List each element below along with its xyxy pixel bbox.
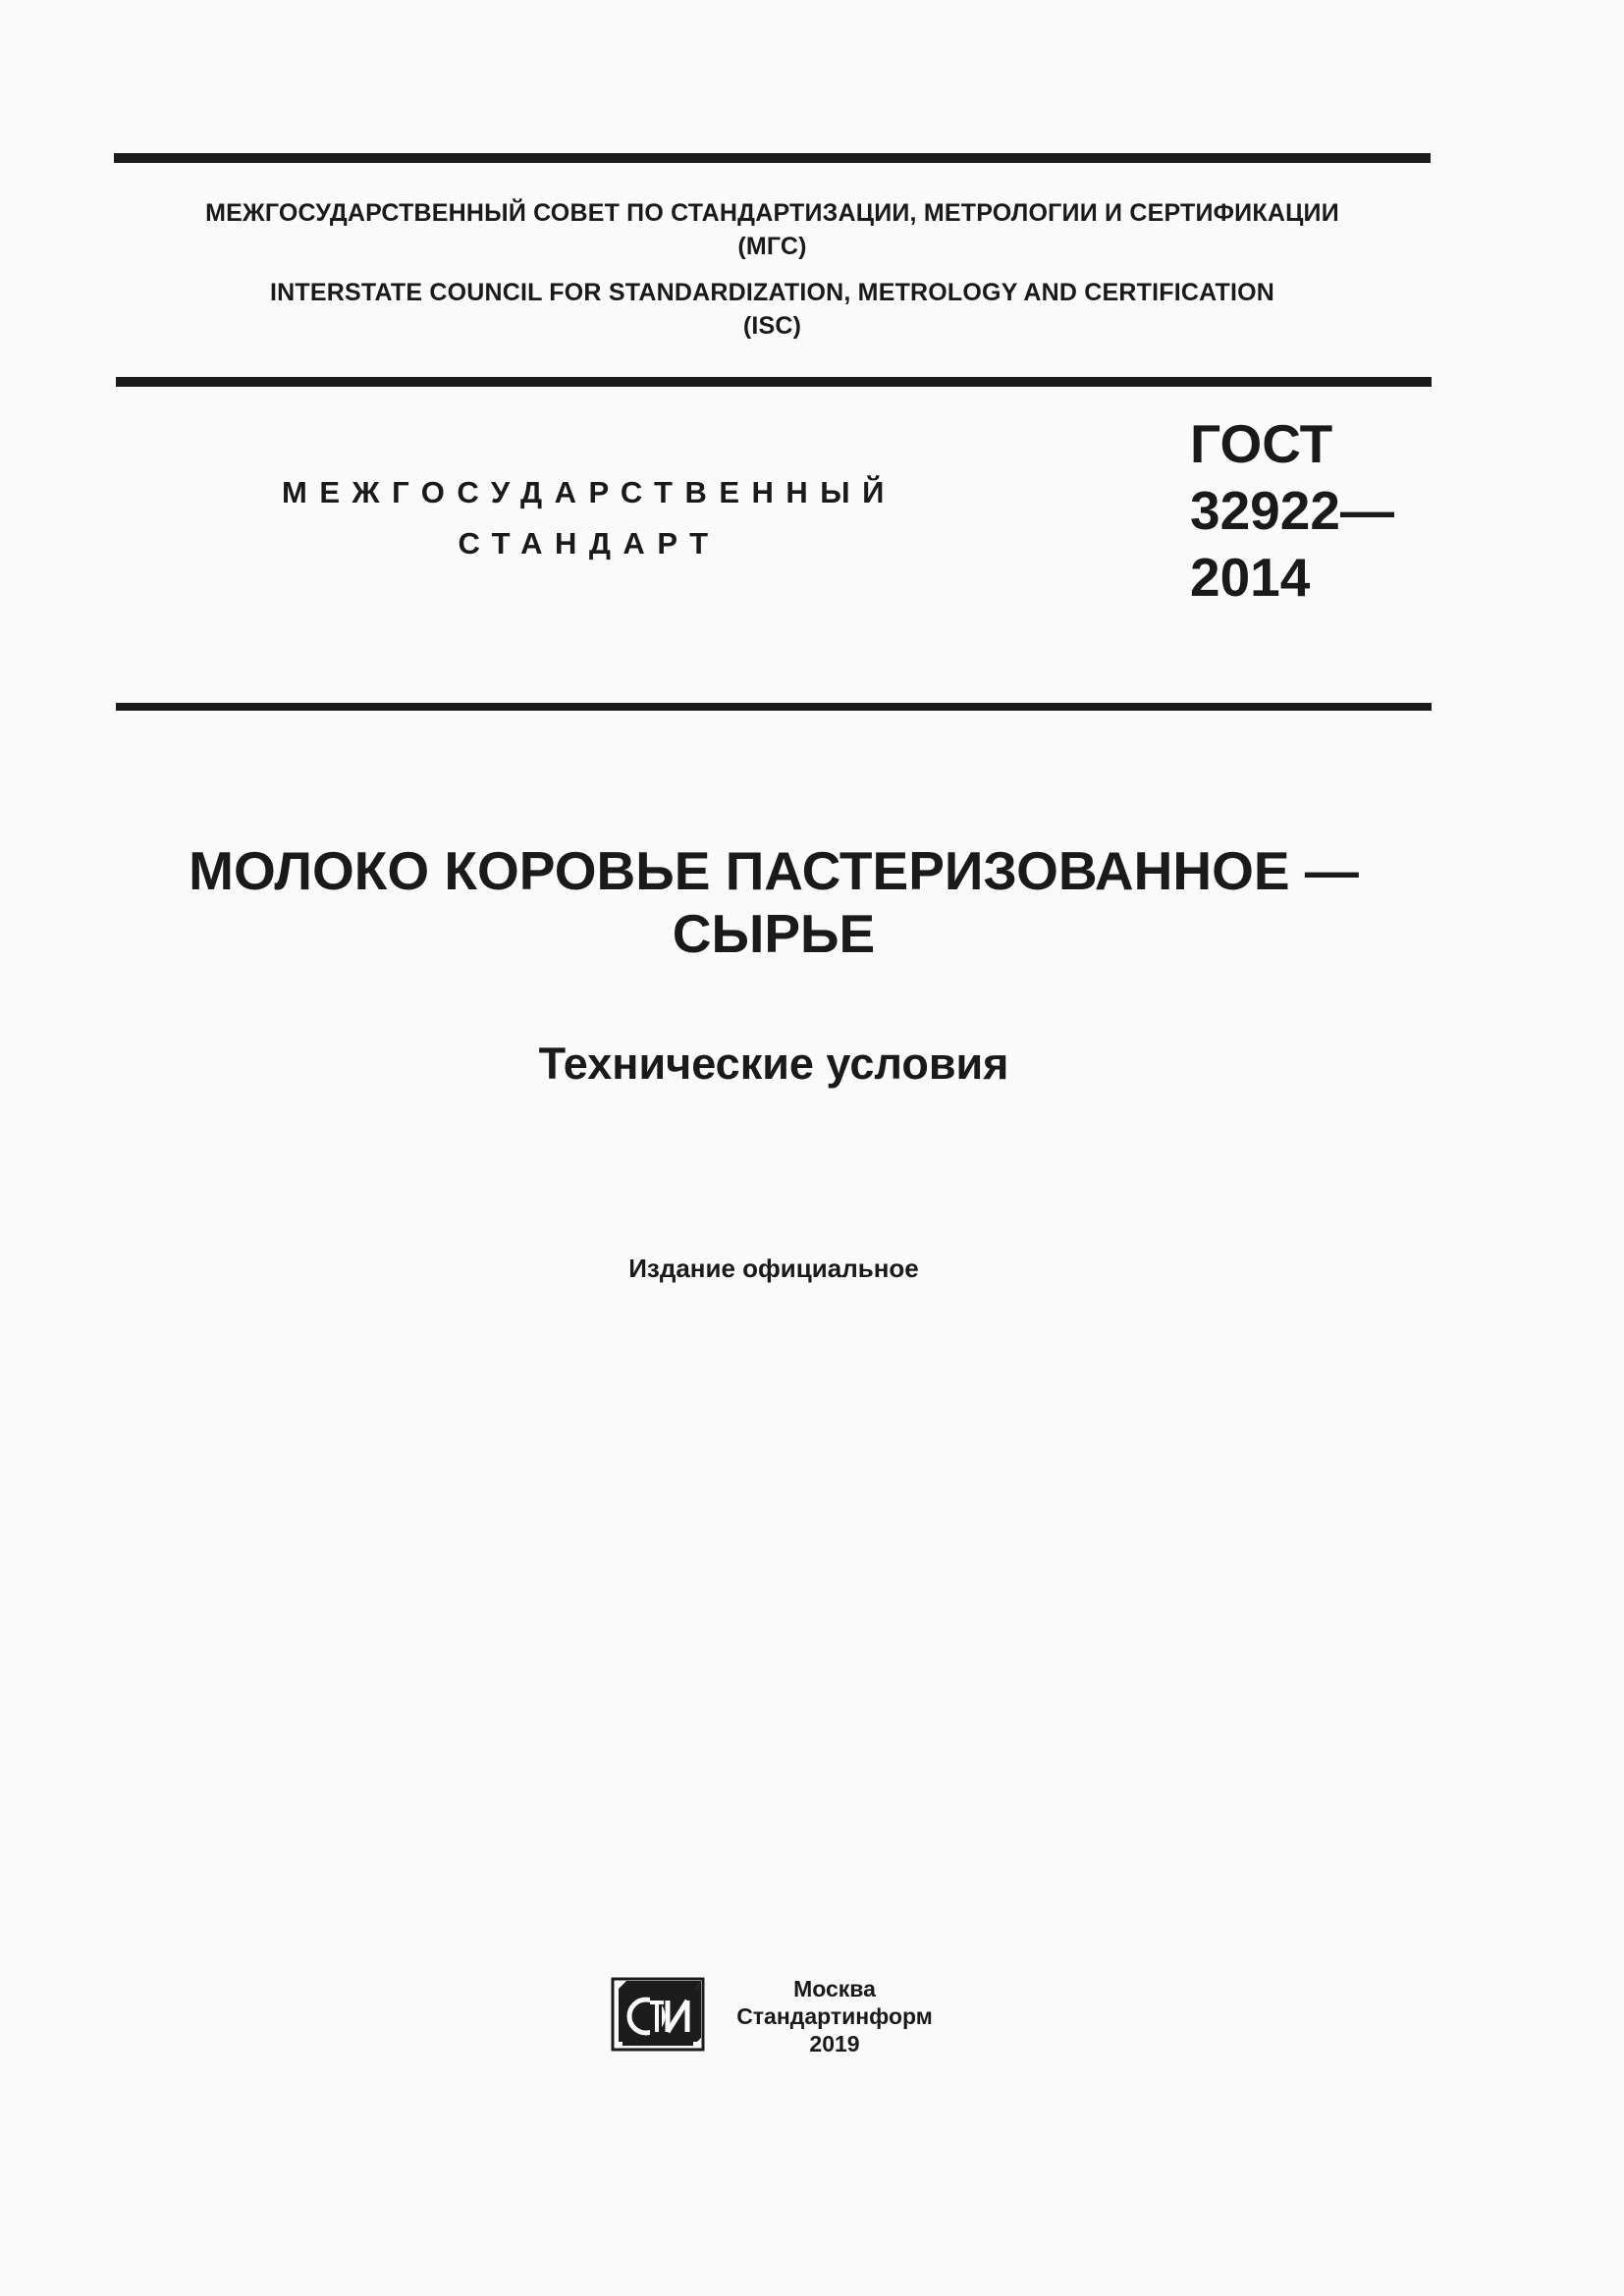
document-subtitle: Технические условия xyxy=(538,1039,1009,1089)
council-abbr-en: (ISC) xyxy=(742,312,802,340)
council-name-en-line1: INTERSTATE COUNCIL FOR STANDARDIZATION, METROLOGY AND CERTIFICATION xyxy=(269,279,1275,306)
publisher-city: Москва xyxy=(793,1976,876,2002)
title-divider xyxy=(116,703,1432,711)
standard-number-year: 2014 xyxy=(1190,547,1311,608)
document-title-line2: СЫРЬЕ xyxy=(672,903,876,964)
publisher-name: Стандартинформ xyxy=(736,2003,933,2029)
standard-number-prefix: ГОСТ xyxy=(1190,413,1333,474)
standard-number-code: 32922— xyxy=(1190,480,1394,541)
top-divider xyxy=(114,153,1431,163)
standard-type-line1: МЕЖГОСУДАРСТВЕННЫЙ xyxy=(282,475,896,509)
document-title xyxy=(116,839,1432,965)
publication-year: 2019 xyxy=(809,2031,860,2056)
publisher-block xyxy=(722,1975,947,2057)
council-name-en xyxy=(114,276,1431,343)
document-title-line1: МОЛОКО КОРОВЬЕ ПАСТЕРИЗОВАННОЕ — xyxy=(189,840,1359,901)
council-abbr-ru: (МГС) xyxy=(737,233,807,260)
header-divider xyxy=(116,377,1432,387)
standard-number xyxy=(1190,410,1394,611)
council-name-ru xyxy=(114,196,1431,263)
standartinform-logo-icon xyxy=(611,1977,705,2052)
council-name-ru-line1: МЕЖГОСУДАРСТВЕННЫЙ СОВЕТ ПО СТАНДАРТИЗАЦИИ, МЕТРОЛОГИИ И СЕРТИФИКАЦИИ xyxy=(205,199,1339,227)
standard-type-line2: СТАНДАРТ xyxy=(458,526,721,561)
edition-note: Издание официальное xyxy=(628,1254,919,1283)
